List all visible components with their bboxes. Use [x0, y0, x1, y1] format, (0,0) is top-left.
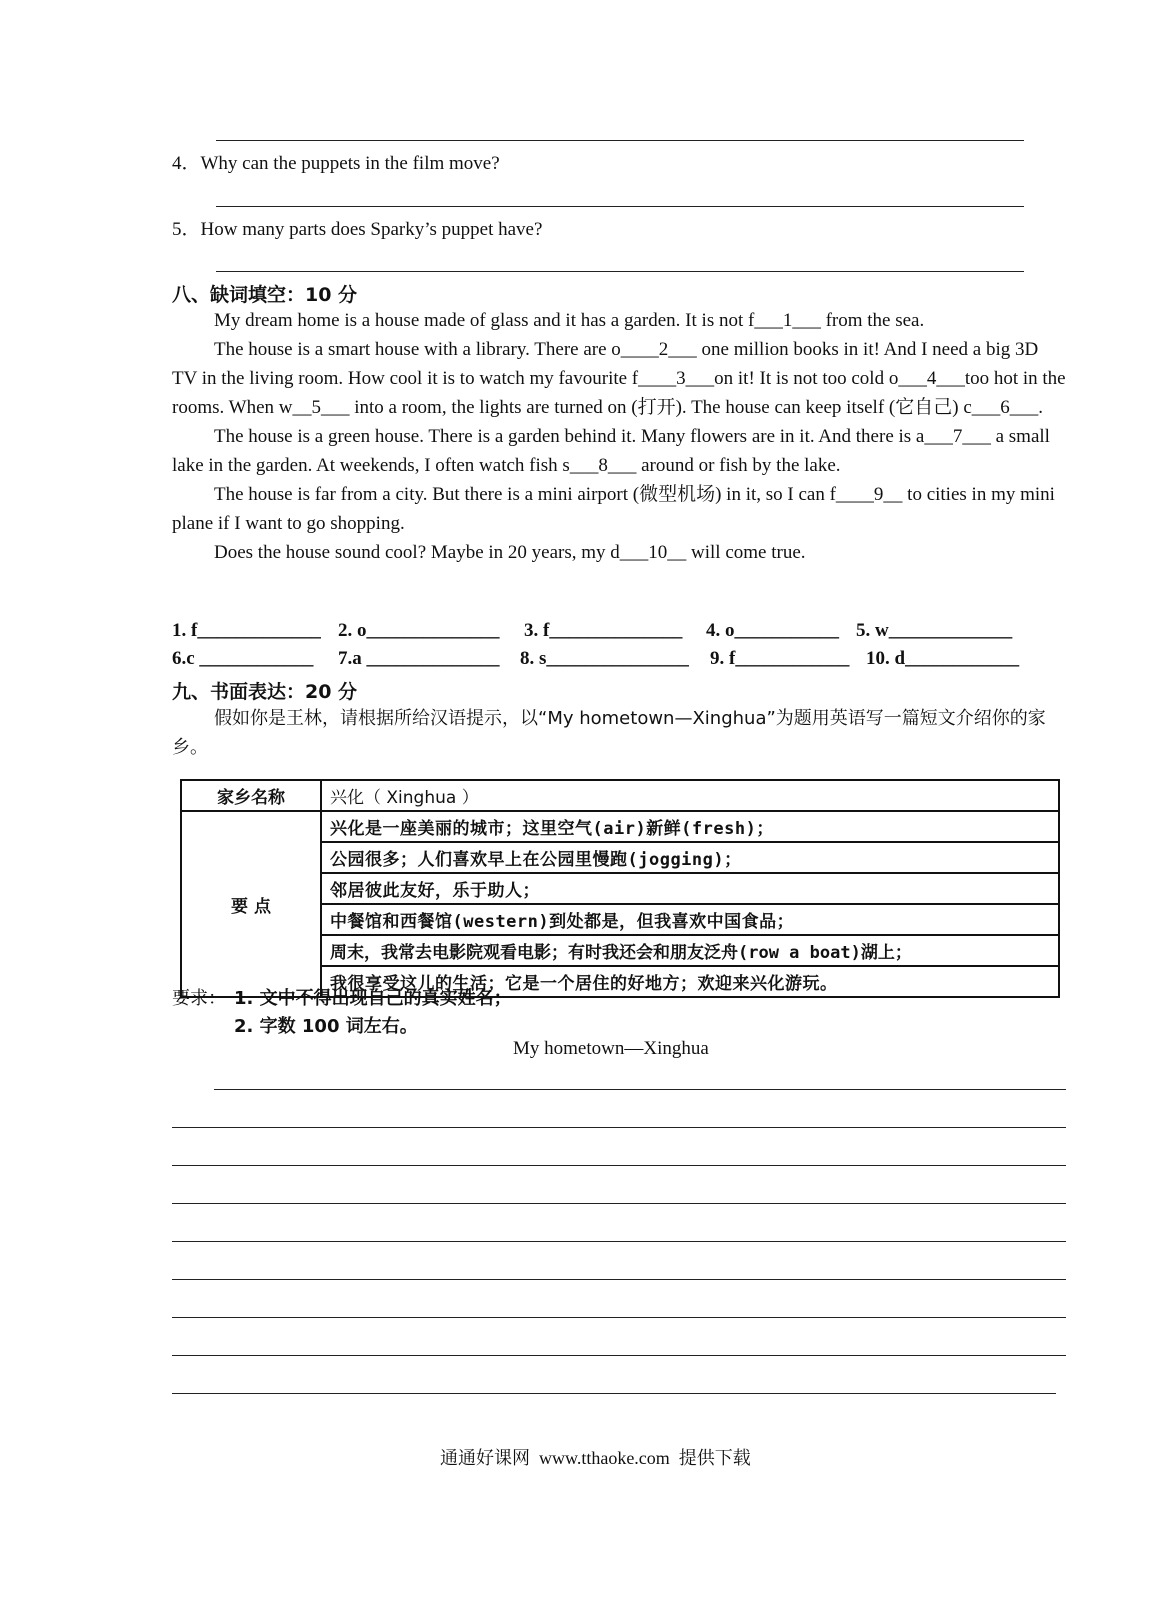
answer-blank-5: 5. w_____________ — [856, 620, 1013, 641]
question-5: 5．How many parts does Sparky’s puppet have? — [172, 219, 543, 240]
writing-prompt-table — [180, 779, 1060, 998]
writing-line-2 — [172, 1127, 1066, 1128]
requirements-label: 要求： — [172, 988, 226, 1009]
answer-blank-7: 7.a ______________ — [338, 648, 500, 669]
answer-blank-1: 1. f_____________ — [172, 620, 321, 641]
page-footer: 通通好课网 www.tthaoke.com 提供下载 — [440, 1448, 751, 1468]
cloze-passage — [172, 306, 1067, 567]
writing-line-5 — [172, 1241, 1066, 1242]
key-point-5: 周末，我常去电影院观看电影；有时我还会和朋友泛舟(row a boat)湖上； — [321, 935, 1059, 966]
writing-line-6 — [172, 1279, 1066, 1280]
writing-line-7 — [172, 1317, 1066, 1318]
hometown-name-label: 家乡名称 — [181, 780, 321, 811]
cloze-paragraph-4: The house is far from a city. But there is a mini airport (微型机场) in it, so I can f____9__ to cities in my mini plane if I want to go shopping. — [172, 484, 1055, 534]
cloze-paragraph-3: The house is a green house. There is a garden behind it. Many flowers are in it. And there is a___7___ a small lake in the garden. At weekends, I often watch fish s___8___ around or fish by the lake. — [172, 426, 1050, 476]
key-points-label: 要 点 — [181, 811, 321, 997]
answer-line-q5 — [216, 271, 1024, 272]
answer-blanks — [172, 620, 1052, 680]
cloze-paragraph-5: Does the house sound cool? Maybe in 20 years, my d___10__ will come true. — [214, 542, 806, 563]
writing-instruction: 假如你是王林，请根据所给汉语提示，以“My hometown—Xinghua”为题用英语写一篇短文介绍你的家乡。 — [172, 708, 1046, 758]
cloze-paragraph-2: The house is a smart house with a library. There are o____2___ one million books in it! And I need a big 3D TV in the living room. How cool it is to watch my favourite f____3___on it! It is not too cold o___4___too hot in the rooms. When w__5___ into a room, the lights are turned on (打开). The house can keep itself (它自己) c___6___. — [172, 339, 1066, 418]
writing-line-8 — [172, 1355, 1066, 1356]
answer-blank-8: 8. s_______________ — [520, 648, 689, 669]
key-point-2: 公园很多；人们喜欢早上在公园里慢跑(jogging)； — [321, 842, 1059, 873]
writing-line-1 — [214, 1089, 1066, 1090]
answer-blank-3: 3. f______________ — [524, 620, 683, 641]
section-8-title: 八、缺词填空：10 分 — [172, 284, 358, 306]
answer-line-q3 — [216, 140, 1024, 141]
key-point-6: 我很享受这儿的生活；它是一个居住的好地方；欢迎来兴化游玩。 — [321, 966, 1059, 997]
answer-blank-4: 4. o___________ — [706, 620, 839, 641]
key-point-1: 兴化是一座美丽的城市；这里空气(air)新鲜(fresh)； — [321, 811, 1059, 842]
question-4: 4．Why can the puppets in the film move? — [172, 153, 500, 174]
section-9-title: 九、书面表达：20 分 — [172, 681, 358, 703]
essay-title: My hometown—Xinghua — [513, 1038, 709, 1059]
answer-blank-9: 9. f____________ — [710, 648, 850, 669]
writing-line-9 — [172, 1393, 1056, 1394]
key-point-4: 中餐馆和西餐馆(western)到处都是，但我喜欢中国食品； — [321, 904, 1059, 935]
key-point-3: 邻居彼此友好，乐于助人； — [321, 873, 1059, 904]
answer-blank-2: 2. o______________ — [338, 620, 500, 641]
answer-blank-6: 6.c ____________ — [172, 648, 314, 669]
writing-line-3 — [172, 1165, 1066, 1166]
writing-line-4 — [172, 1203, 1066, 1204]
cloze-paragraph-1: My dream home is a house made of glass and it has a garden. It is not f___1___ from the sea. — [214, 310, 925, 331]
hometown-name-value: 兴化（ Xinghua ） — [321, 780, 1059, 811]
answer-blank-10: 10. d____________ — [866, 648, 1020, 669]
requirement-2: 2. 字数 100 词左右。 — [234, 1016, 418, 1037]
requirement-1: 1. 文中不得出现自己的真实姓名； — [234, 988, 512, 1009]
answer-line-q4 — [216, 206, 1024, 207]
